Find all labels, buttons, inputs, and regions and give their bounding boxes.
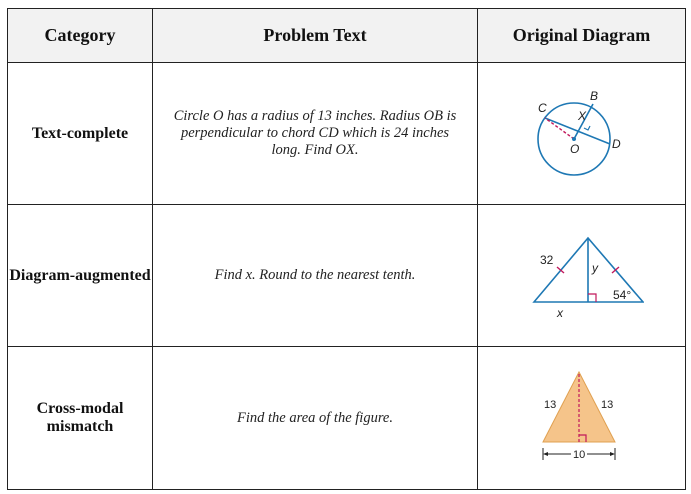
label-13-right: 13: [600, 399, 613, 411]
label-angle: 54°: [612, 287, 631, 302]
table-row: [8, 63, 686, 205]
diagram-cell: [478, 347, 686, 490]
header-original-diagram: Original Diagram: [478, 9, 686, 63]
header-category: Category: [8, 9, 153, 63]
header-row: [8, 9, 686, 63]
label-d: D: [611, 136, 621, 151]
center-point: [572, 137, 576, 141]
category-cell: Cross-modal mismatch: [8, 347, 153, 490]
label-10: 10: [572, 449, 585, 461]
label-x: X: [577, 108, 586, 123]
label-x: x: [556, 305, 563, 320]
problem-text-cell: Find the area of the figure.: [153, 347, 478, 490]
problem-text-cell: Find x. Round to the nearest tenth.: [153, 205, 478, 347]
circle-diagram: [532, 88, 632, 180]
problem-text-cell: Circle O has a radius of 13 inches. Radius OB is perpendicular to chord CD which is 24 inches long. Find OX.: [153, 63, 478, 205]
right-angle-mark: [588, 294, 596, 302]
diagram-cell: [478, 205, 686, 347]
category-cell: Text-complete: [8, 63, 153, 205]
diagram-cell: [478, 63, 686, 205]
isosceles-triangle-diagram: [537, 370, 627, 466]
label-b: B: [589, 88, 598, 103]
table-row: [8, 205, 686, 347]
table-row: [8, 347, 686, 490]
label-y: y: [591, 260, 598, 275]
right-angle-mark: [584, 126, 590, 130]
comparison-table: [7, 8, 686, 490]
label-13-left: 13: [543, 399, 556, 411]
label-o: O: [569, 141, 579, 156]
arrow-right: [610, 452, 615, 456]
arrow-left: [543, 452, 548, 456]
category-cell: Diagram-augmented: [8, 205, 153, 347]
header-problem-text: Problem Text: [153, 9, 478, 63]
label-32: 32: [539, 252, 553, 267]
label-c: C: [537, 100, 547, 115]
triangle-diagram: [520, 230, 644, 322]
